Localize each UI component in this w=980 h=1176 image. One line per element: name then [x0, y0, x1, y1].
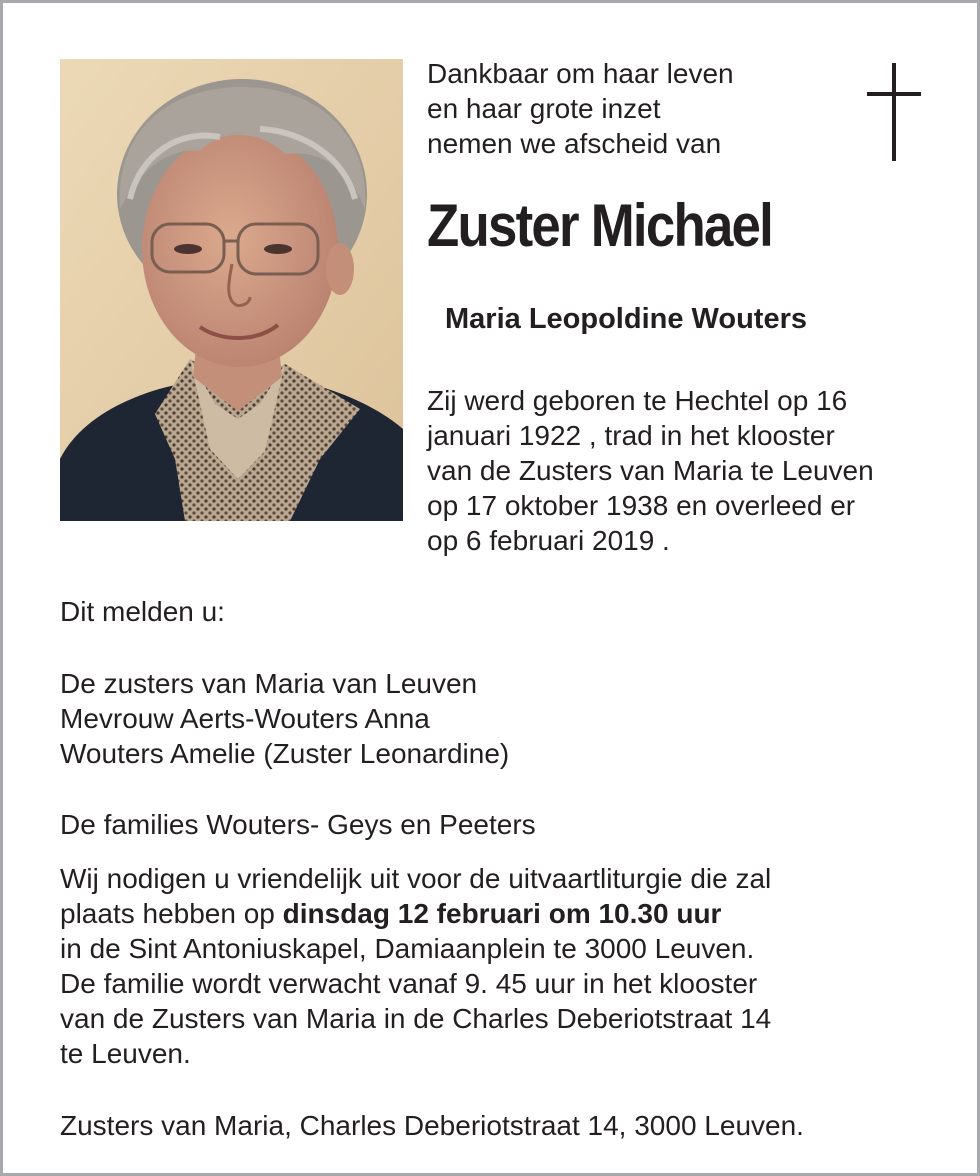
bio-line: januari 1922 , trad in het klooster [427, 420, 835, 451]
funeral-date-time: dinsdag 12 februari om 10.30 uur [282, 898, 722, 929]
invitation-line: te Leuven. [60, 1038, 191, 1069]
intro-text [427, 56, 734, 161]
bio-line: op 6 februari 2019 . [427, 525, 670, 556]
invitation-line: De familie wordt verwacht vanaf 9. 45 uur in het klooster [60, 968, 758, 999]
deceased-name: Zuster Michael [427, 192, 773, 259]
intro-line: Dankbaar om haar leven [427, 58, 734, 89]
families-line: De families Wouters- Geys en Peeters [60, 809, 536, 840]
intro-line: en haar grote inzet [427, 93, 661, 124]
portrait-photo [60, 59, 403, 521]
invitation-line [60, 896, 771, 931]
funeral-invitation [60, 861, 771, 1071]
civil-name: Maria Leopoldine Wouters [445, 303, 808, 335]
invitation-line: van de Zusters van Maria in de Charles Deberiotstraat 14 [60, 1003, 772, 1034]
cross-icon [863, 63, 925, 163]
invitation-line: Wij nodigen u vriendelijk uit voor de uitvaartliturgie die zal [60, 863, 772, 894]
announcement: Dit melden u: [60, 596, 225, 627]
intro-line: nemen we afscheid van [427, 128, 722, 159]
bio-line: van de Zusters van Maria te Leuven [427, 455, 874, 486]
relatives-list [60, 666, 509, 771]
relative-item: Wouters Amelie (Zuster Leonardine) [60, 738, 510, 769]
bio-line: Zij werd geboren te Hechtel op 16 [427, 385, 848, 416]
biography [427, 383, 874, 558]
relative-item: Mevrouw Aerts-Wouters Anna [60, 703, 430, 734]
invitation-prefix: plaats hebben op [60, 898, 283, 929]
sender-address: Zusters van Maria, Charles Deberiotstraat 14, 3000 Leuven. [60, 1110, 804, 1141]
relative-item: De zusters van Maria van Leuven [60, 668, 478, 699]
invitation-line: in de Sint Antoniuskapel, Damiaanplein te 3000 Leuven. [60, 933, 755, 964]
bio-line: op 17 oktober 1938 en overleed er [427, 490, 856, 521]
